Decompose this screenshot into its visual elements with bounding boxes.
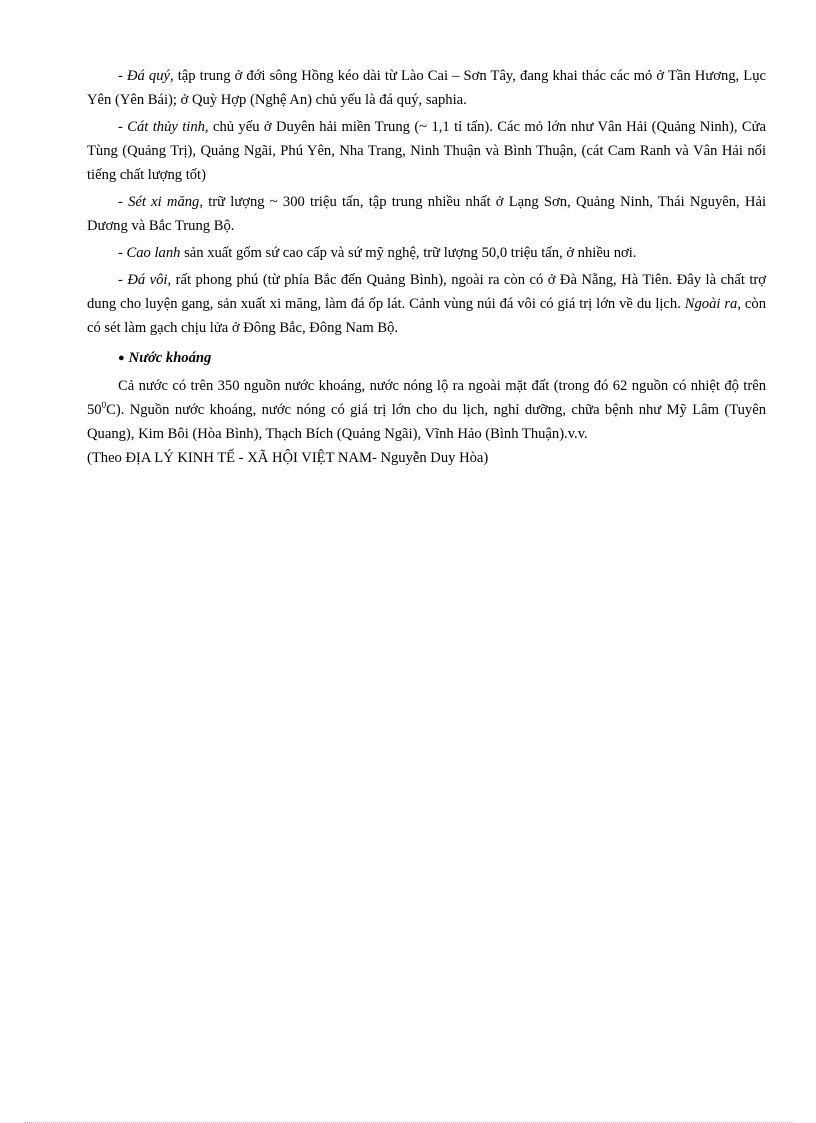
paragraph-text: tập trung ở đới sông Hồng kéo dài từ Lào Cai – Sơn Tây, đang khai thác các mỏ ở Tần Hương, Lục Yên (Yên Bái); ở Quỳ Hợp (Nghệ An) chủ yếu là đá quý, saphia. xyxy=(87,68,766,108)
list-dash: - xyxy=(118,272,128,288)
list-dash: - xyxy=(118,119,128,135)
list-dash: - xyxy=(118,68,127,84)
paragraph-text: sản xuất gốm sứ cao cấp và sứ mỹ nghệ, trữ lượng 50,0 triệu tấn, ở nhiều nơi. xyxy=(180,245,637,261)
paragraph-cao-lanh xyxy=(87,241,766,265)
list-dash: - xyxy=(118,245,127,261)
bullet-icon: ● xyxy=(118,352,125,364)
paragraph-text-continued: C). Nguồn nước khoáng, nước nóng có giá trị lớn cho du lịch, nghỉ dưỡng, chữa bệnh như Mỹ Lâm (Tuyên Quang), Kim Bôi (Hòa Bình), Thạch Bích (Quảng Ngãi), Vĩnh Hảo (Bình Thuận).v.v. xyxy=(87,402,766,442)
term-da-quy: Đá quý, xyxy=(126,68,174,84)
term-cat-thuy-tinh: Cát thủy tinh, xyxy=(127,119,209,135)
section-heading-text: Nước khoáng xyxy=(128,350,212,366)
term-cao-lanh: Cao lanh xyxy=(126,245,181,261)
paragraph-da-quy xyxy=(87,64,766,112)
term-ngoai-ra: Ngoài ra xyxy=(684,296,738,312)
paragraph-text: chủ yếu ở Duyên hải miền Trung (~ 1,1 tỉ tấn). Các mỏ lớn như Vân Hải (Quảng Ninh), Cửa Tùng (Quảng Trị), Quảng Ngãi, Phú Yên, Nha Trang, Ninh Thuận và Bình Thuận, (cát Cam Ranh và Vân Hải nổi tiếng chất lượng tốt) xyxy=(87,119,766,183)
paragraph-da-voi xyxy=(87,268,766,340)
list-dash: - xyxy=(118,194,129,210)
paragraph-text: Cả nước có trên 350 nguồn nước khoáng, nước nóng lộ ra ngoài mặt đất (trong đó 62 nguồn có nhiệt độ trên 50 xyxy=(87,378,766,418)
term-set-xi-mang: Sét xi măng, xyxy=(128,194,203,210)
degree-superscript: 0 xyxy=(101,400,107,411)
document-page xyxy=(87,64,766,470)
section-heading-nuoc-khoang xyxy=(87,346,766,370)
paragraph-nuoc-khoang xyxy=(87,374,766,446)
paragraph-text: rất phong phú (từ phía Bắc đến Quảng Bình), ngoài ra còn có ở Đà Nẵng, Hà Tiên. Đây là chất trợ dung cho luyện gang, sản xuất xi măng, làm đá ốp lát. Cảnh vùng núi đá vôi có giá trị lớn về du lịch. xyxy=(87,272,766,312)
paragraph-text: trữ lượng ~ 300 triệu tấn, tập trung nhiều nhất ở Lạng Sơn, Quảng Ninh, Thái Nguyên, Hải Dương và Bắc Trung Bộ. xyxy=(87,194,766,234)
paragraph-text-continued: , còn có sét làm gạch chịu lửa ở Đông Bắc, Đông Nam Bộ. xyxy=(87,296,766,336)
term-da-voi: Đá vôi, xyxy=(127,272,172,288)
source-citation: (Theo ĐỊA LÝ KINH TẾ - XÃ HỘI VIỆT NAM- Nguyễn Duy Hòa) xyxy=(87,450,489,466)
paragraph-set-xi-mang xyxy=(87,190,766,238)
paragraph-cat-thuy-tinh xyxy=(87,115,766,187)
